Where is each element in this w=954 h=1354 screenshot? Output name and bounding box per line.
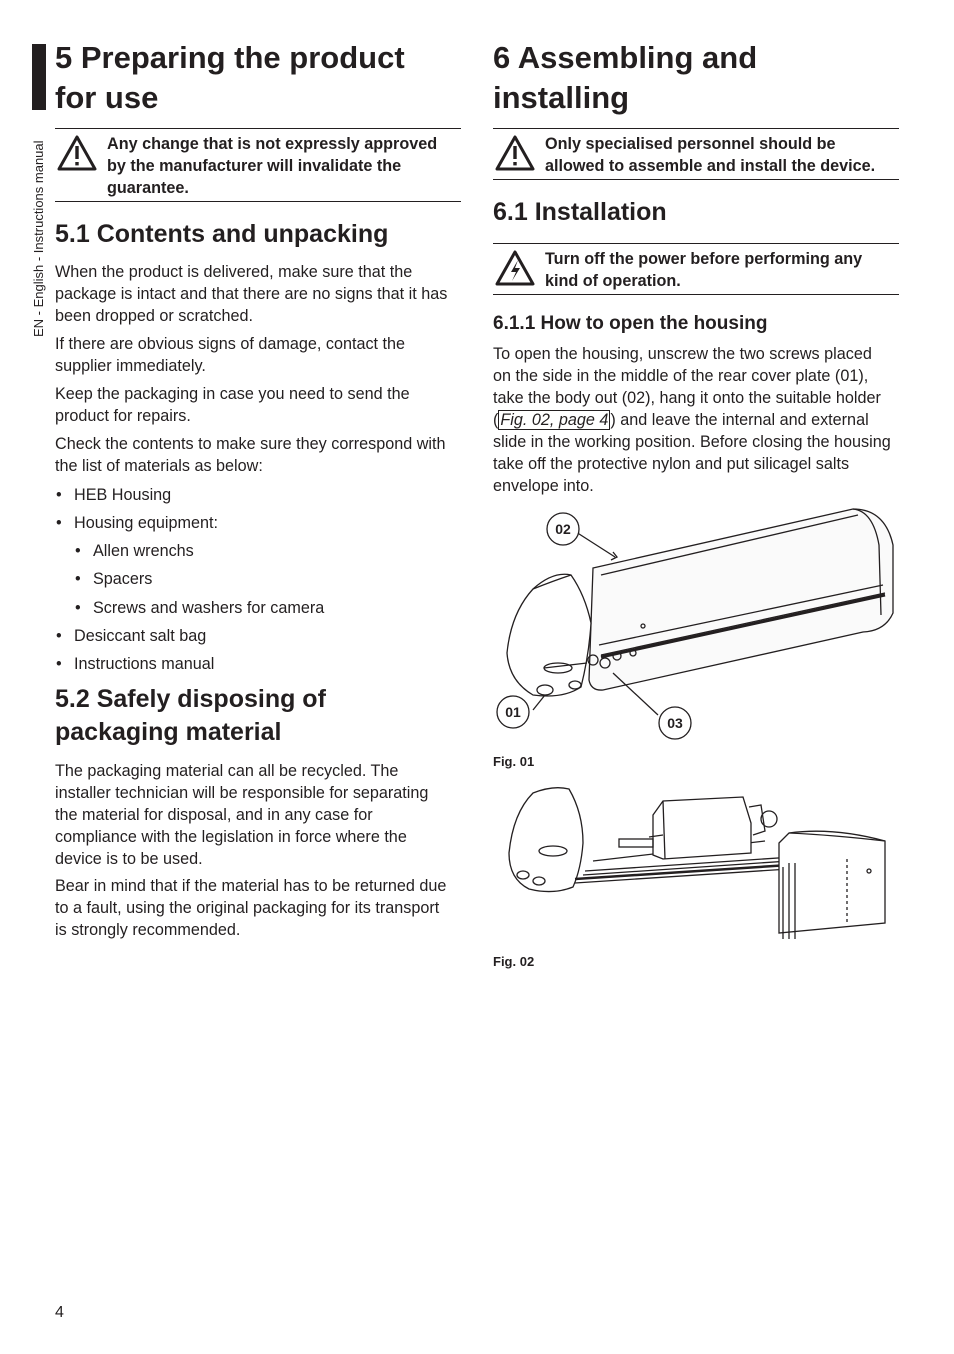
chapter-6-title: 6 Assembling and installing bbox=[493, 40, 758, 115]
warning-text: Any change that is not expressly approved by the manufacturer will invalidate the guarantee. bbox=[107, 135, 438, 197]
sidebar-label: EN - English - Instructions manual bbox=[31, 140, 46, 337]
warning-box bbox=[493, 128, 899, 180]
list-item: • Desiccant salt bag bbox=[56, 627, 207, 645]
paragraph: Keep the packaging in case you need to send the product for repairs. bbox=[55, 385, 410, 425]
figure-01-housing-open bbox=[493, 505, 899, 745]
callout-label: 03 bbox=[667, 715, 683, 731]
section-marker-bar bbox=[32, 44, 46, 110]
warning-text: Turn off the power before performing any kind of operation. bbox=[545, 250, 863, 290]
figure-reference-link[interactable]: Fig. 02, page 4 bbox=[500, 411, 609, 429]
section-6-1-1-heading: 6.1.1 How to open the housing bbox=[493, 313, 768, 334]
list-item: • HEB Housing bbox=[56, 486, 172, 504]
sub-list-item: • Spacers bbox=[75, 570, 153, 588]
paragraph: To open the housing, unscrew the two screws placed on the side in the middle of the rear cover plate (01), take the body out (02), hang it onto the suitable holder ( Fig. 02, page 4 ) and leave the internal and external slide in the working position. Before closing the housing take off the protective nylon and put silicagel salts envelope into. bbox=[493, 345, 891, 495]
figure-caption: Fig. 01 bbox=[493, 754, 535, 769]
list-item: • Housing equipment: bbox=[56, 514, 218, 532]
figure-caption: Fig. 02 bbox=[493, 954, 535, 969]
chapter-5-title: 5 Preparing the product for use bbox=[55, 40, 405, 115]
sub-list-item: • Allen wrenchs bbox=[75, 542, 194, 560]
warning-box bbox=[55, 128, 461, 202]
paragraph: Bear in mind that if the material has to be returned due to a fault, using the original packaging for its transport is strongly recommended. bbox=[55, 877, 447, 939]
section-5-2-heading: 5.2 Safely disposing of packaging material bbox=[55, 685, 326, 746]
page-number: 4 bbox=[55, 1304, 64, 1321]
electrical-warning-box bbox=[493, 243, 899, 295]
paragraph: When the product is delivered, make sure that the package is intact and that there are no signs that it has been dropped or scratched. bbox=[55, 263, 448, 325]
list-item: • Instructions manual bbox=[56, 655, 215, 673]
section-5-1-heading: 5.1 Contents and unpacking bbox=[55, 220, 389, 248]
warning-triangle-icon bbox=[494, 134, 536, 172]
paragraph: The packaging material can all be recycled. The installer technician will be responsible for separating the material for disposal, and in any case for compliance with the legislation in force where the device is to be used. bbox=[55, 762, 429, 868]
warning-text: Only specialised personnel should be allowed to assemble and install the device. bbox=[545, 135, 876, 175]
sub-list-item: • Screws and washers for camera bbox=[75, 599, 325, 617]
figure-02-housing-holder bbox=[493, 783, 899, 943]
paragraph: Check the contents to make sure they correspond with the list of materials as below: bbox=[55, 435, 446, 475]
section-6-1-heading: 6.1 Installation bbox=[493, 198, 667, 226]
callout-label: 01 bbox=[505, 704, 521, 720]
callout-label: 02 bbox=[555, 521, 571, 537]
warning-triangle-icon bbox=[56, 134, 98, 172]
electric-hazard-icon bbox=[494, 249, 536, 287]
paragraph: If there are obvious signs of damage, contact the supplier immediately. bbox=[55, 335, 406, 375]
